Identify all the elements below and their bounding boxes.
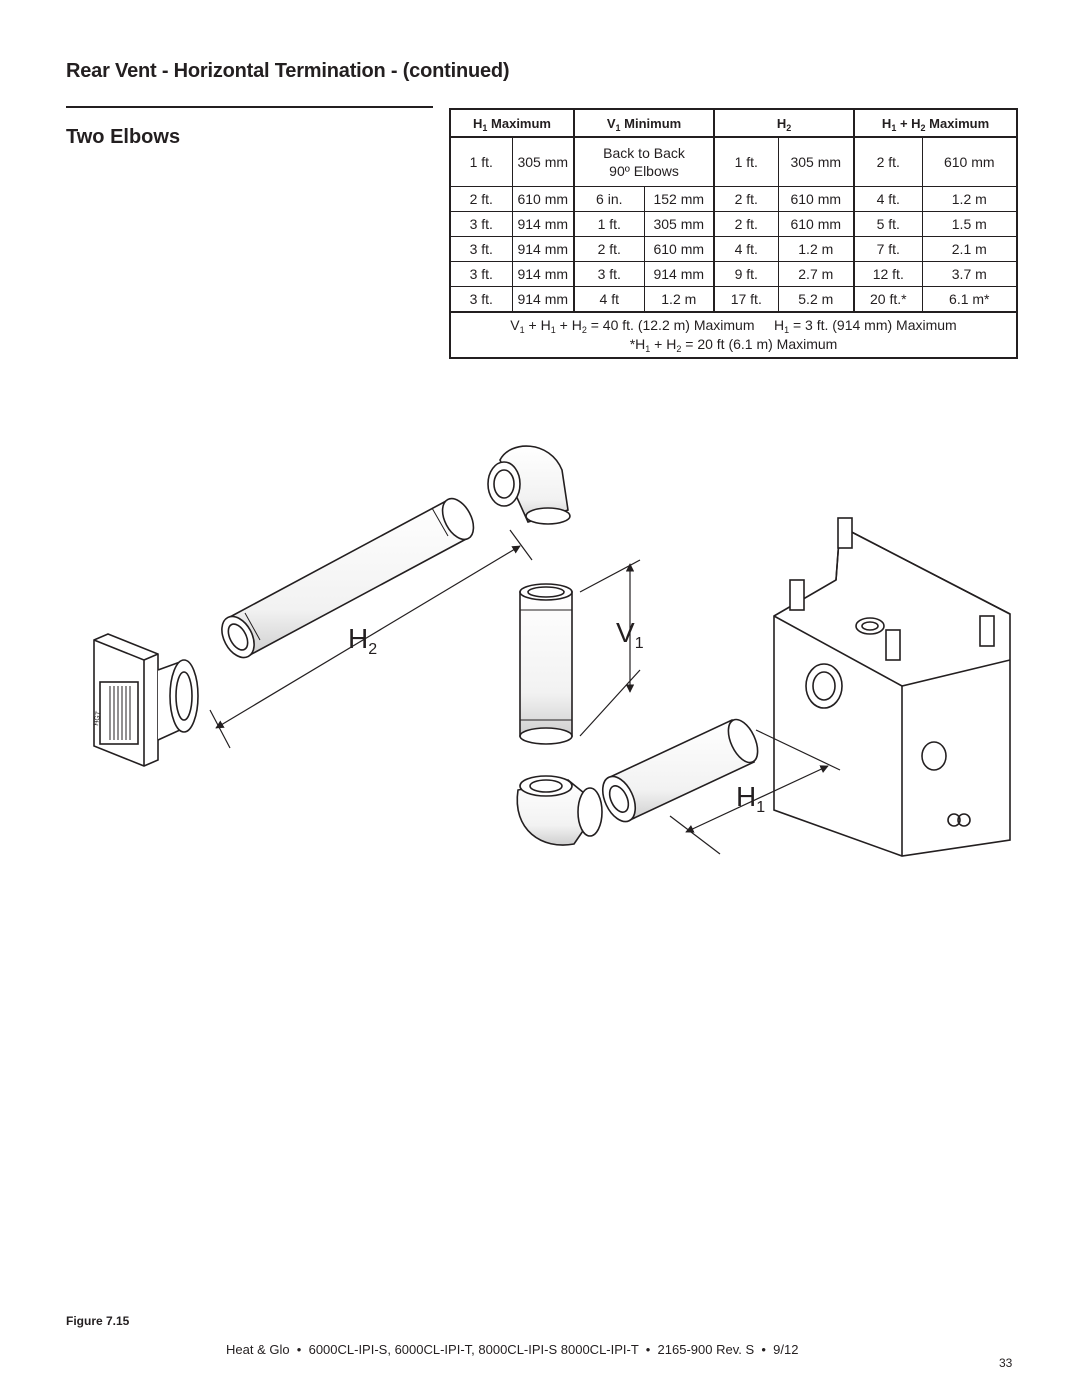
table-header-row <box>450 109 1017 137</box>
cell-h2-ft: 9 ft. <box>714 262 778 287</box>
vent-length-table <box>449 108 1018 359</box>
header-h2: $H_2$ <box>714 109 854 137</box>
header-h1-h2-maximum: $H_1 + H_2$ Maximum <box>854 109 1017 137</box>
cell-h1-mm: 914 mm <box>512 237 574 262</box>
cap-logo: HGT <box>93 710 103 727</box>
cell-sum-ft: 4 ft. <box>854 187 922 212</box>
cell-h2-mm: 610 mm <box>778 212 854 237</box>
cell-h1-ft: 3 ft. <box>450 287 512 313</box>
label-h1: $H_1$ <box>736 781 766 816</box>
vent-diagram <box>80 430 1040 870</box>
label-v1: $V_1$ <box>616 617 644 652</box>
header-v1-minimum: $V_1$ Minimum <box>574 109 714 137</box>
cell-v1-ft: 3 ft. <box>574 262 644 287</box>
cell-sum-m: 6.1 m* <box>922 287 1017 313</box>
cell-sum-m: 2.1 m <box>922 237 1017 262</box>
cell-h1-ft: 1 ft. <box>450 137 512 187</box>
table-row <box>450 137 1017 187</box>
cell-h2-ft: 2 ft. <box>714 187 778 212</box>
dimension-v1 <box>580 560 640 736</box>
cell-v1-back-to-back: Back to Back 90º Elbows <box>574 137 714 187</box>
upper-elbow <box>488 446 570 524</box>
header-h1-maximum: $H_1$ Maximum <box>450 109 574 137</box>
label-h2: $H_2$ <box>348 623 378 658</box>
cell-h1-ft: 3 ft. <box>450 237 512 262</box>
table-row <box>450 187 1017 212</box>
cell-sum-m: 1.2 m <box>922 187 1017 212</box>
cell-v1-mm: 610 mm <box>644 237 714 262</box>
cell-h1-ft: 3 ft. <box>450 262 512 287</box>
table-notes: $V_1 + H_1 + H_2 = 40$ ft. (12.2 m) Maximum $H_1 = 3$ ft. (914 mm) Maximum $*H_1 + H_2 = 20$ ft (6.1 m) Maximum <box>450 312 1017 358</box>
cell-sum-ft: 7 ft. <box>854 237 922 262</box>
title-rule <box>66 106 433 108</box>
cell-v1-ft: 4 ft <box>574 287 644 313</box>
page-number: 33 <box>999 1356 1013 1370</box>
cell-h1-ft: 2 ft. <box>450 187 512 212</box>
cell-h1-mm: 914 mm <box>512 262 574 287</box>
cell-h2-mm: 1.2 m <box>778 237 854 262</box>
figure-label: Figure 7.15 <box>66 1314 130 1328</box>
cell-sum-ft: 2 ft. <box>854 137 922 187</box>
vertical-pipe <box>520 584 572 744</box>
cell-v1-ft: 1 ft. <box>574 212 644 237</box>
cell-h1-mm: 914 mm <box>512 212 574 237</box>
fireplace-box <box>774 518 1010 856</box>
cell-h1-ft: 3 ft. <box>450 212 512 237</box>
table-row <box>450 287 1017 313</box>
table-row <box>450 262 1017 287</box>
cell-h1-mm: 305 mm <box>512 137 574 187</box>
cell-h2-ft: 2 ft. <box>714 212 778 237</box>
cell-sum-m: 1.5 m <box>922 212 1017 237</box>
cell-h2-mm: 5.2 m <box>778 287 854 313</box>
cell-sum-ft: 12 ft. <box>854 262 922 287</box>
cell-v1-mm: 152 mm <box>644 187 714 212</box>
table-notes-row <box>450 312 1017 358</box>
cell-v1-mm: 1.2 m <box>644 287 714 313</box>
cell-sum-ft: 20 ft.* <box>854 287 922 313</box>
cell-h2-mm: 610 mm <box>778 187 854 212</box>
cell-h2-mm: 305 mm <box>778 137 854 187</box>
cell-h1-mm: 610 mm <box>512 187 574 212</box>
cell-h2-ft: 4 ft. <box>714 237 778 262</box>
section-title: Two Elbows <box>66 126 181 148</box>
cell-h2-mm: 2.7 m <box>778 262 854 287</box>
page-title: Rear Vent - Horizontal Termination - (continued) <box>66 60 510 82</box>
table-row <box>450 212 1017 237</box>
cell-h2-ft: 17 ft. <box>714 287 778 313</box>
cell-sum-ft: 5 ft. <box>854 212 922 237</box>
table-row <box>450 237 1017 262</box>
footer-text: Heat & Glo • 6000CL-IPI-S, 6000CL-IPI-T, 8000CL-IPI-S 8000CL-IPI-T • 2165-900 Rev. S • 9/12 <box>226 1342 799 1357</box>
cell-v1-ft: 6 in. <box>574 187 644 212</box>
cell-v1-ft: 2 ft. <box>574 237 644 262</box>
cell-sum-m: 3.7 m <box>922 262 1017 287</box>
termination-cap <box>93 634 198 766</box>
cell-v1-mm: 305 mm <box>644 212 714 237</box>
cell-h2-ft: 1 ft. <box>714 137 778 187</box>
cell-h1-mm: 914 mm <box>512 287 574 313</box>
cell-v1-mm: 914 mm <box>644 262 714 287</box>
cell-sum-m: 610 mm <box>922 137 1017 187</box>
lower-elbow <box>517 776 602 845</box>
